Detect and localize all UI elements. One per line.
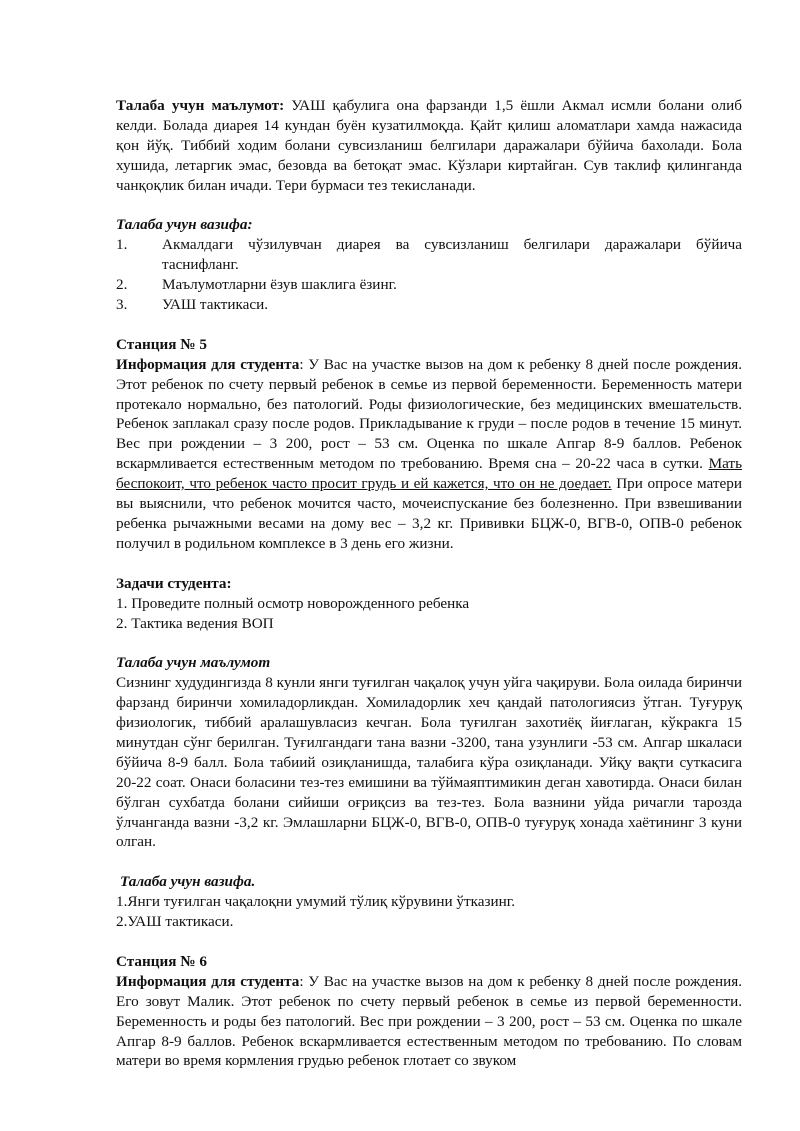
info-label: Информация для студента [116,972,300,990]
list-item: 1.Янги туғилган чақалоқни умумий тўлиқ кўрувини ўтказинг. [116,893,516,911]
station-5-title: Станция № 5 [116,335,207,353]
student-tasks-heading: Задачи студента: [116,574,232,592]
station-5-info-paragraph: Информация для студента: У Вас на участке вызов на дом к ребенку 8 дней после рождения. Этот ребенок по счету первый ребенок в семье из первой беременности. Беременность матери протекало нормально, без патологий. Роды физиологические, без медицинских вмешательств. Ребенок заплакал сразу после родов. Прикладывание к груди – после родов в течение 15 минут. Вес при рождении – 3 200, рост – 53 см. Оценка по шкале Апгар 8-9 баллов. Ребенок вскармливается естественным методом по требованию. Время сна – 20-22 часа в сутки. Мать беспокоит, что ребенок часто просит грудь и ей кажется, что он не доедает. При опросе матери вы выяснили, что ребенок мочится часто, мочеиспускание без болезненно. При взвешивании ребенка рычажными весами на дому вес – 3,2 кг. Прививки БЦЖ-0, ВГВ-0, ОПВ-0 ребенок получил в родильном комплексе в 3 день его жизни. [116,355,743,552]
list-item: 2.УАШ тактикаси. [116,913,234,931]
list-item: 3. УАШ тактикаси. [116,296,268,314]
document-page [116,96,742,1071]
info-label: Информация для студента [116,355,300,373]
underlined-sentence: Мать беспокоит, что ребенок часто просит грудь и ей кажется, что он не доедает. [116,455,742,493]
student-info-text: УАШ қабулига она фарзанди 1,5 ёшли Акмал исмли болани олиб келди. Болада диарея 14 кундан буён кузатилмоқда. Қайт қилиш аломатлари хамда нажасида қон йўқ. Тиббий ходим болани сувсизланиш белгилари даражалари бўйича бахолади. Бола хушида, летаргик эмас, безовда ва бетоқат эмас. Кўзлари киртайган. Сув таклиф қилинганда чанқоқлик билан ичади. Тери бурмаси тез текисланади. [116,97,742,194]
list-item: 2. Тактика ведения ВОП [116,614,274,632]
student-info-uz-paragraph: Сизнинг худудингизда 8 кунли янги туғилган чақалоқ учун уйга чақируви. Бола оилада биринчи фарзанд биринчи хомиладорликдан. Хомиладорлик хеч қандай патологиясиз ўтган. Туғуруқ физиологик, тиббий аралашувласиз кечган. Бола туғилган захотиёқ йиғлаган, кўкракга 15 минутдан сўнг берилган. Туғилгандаги тана вазни -3200, тана узунлиги -53 см. Апгар шкаласи бўйича 8-9 балл. Бола табиий озиқланишда, талабига кўра озиқланади. Уйқу вақти суткасига 20-22 соат. Онаси боласини тез-тез емишини ва тўймаяптимикин деган хавотирда. Онаси билан бўлган сухбатда болани сийиши оғриқсиз ва тез-тез. Бола вазнини уйда ричагли тарозда ўлчанганда вазни -3,2 кг. Эмлашларни БЦЖ-0, ВГВ-0, ОПВ-0 туғуруқ хонада хаётининг 3 куни олган. [116,674,742,851]
station-6-title: Станция № 6 [116,952,207,970]
list-item: 2. Маълумотларни ёзув шаклига ёзинг. [116,276,397,294]
student-info-paragraph [116,96,742,196]
student-task-heading: Талаба учун вазифа: [116,216,253,234]
station-6-info-paragraph: Информация для студента: У Вас на участке вызов на дом к ребенку 8 дней после рождения. Его зовут Малик. Этот ребенок по счету первый ребенок в семье из первой беременности. Беременность и роды без патологий. Вес при рождении – 3 200, рост – 53 см. Оценка по шкале Апгар 8-9 баллов. Ребенок вскармливается естественным методом по требованию. По словам матери во время кормления грудью ребенок глотает со звуком [116,972,743,1070]
student-info-heading: Талаба учун маълумот [116,654,271,672]
list-item: 1. Проведите полный осмотр новорожденного ребенка [116,594,470,612]
student-info-label: Талаба учун маълумот: [116,97,285,114]
student-task-heading: Талаба учун вазифа. [120,873,256,891]
list-item: 1. Акмалдаги чўзилувчан диарея ва сувсизланиш белгилари даражалари бўйича таснифланг. [116,236,742,274]
